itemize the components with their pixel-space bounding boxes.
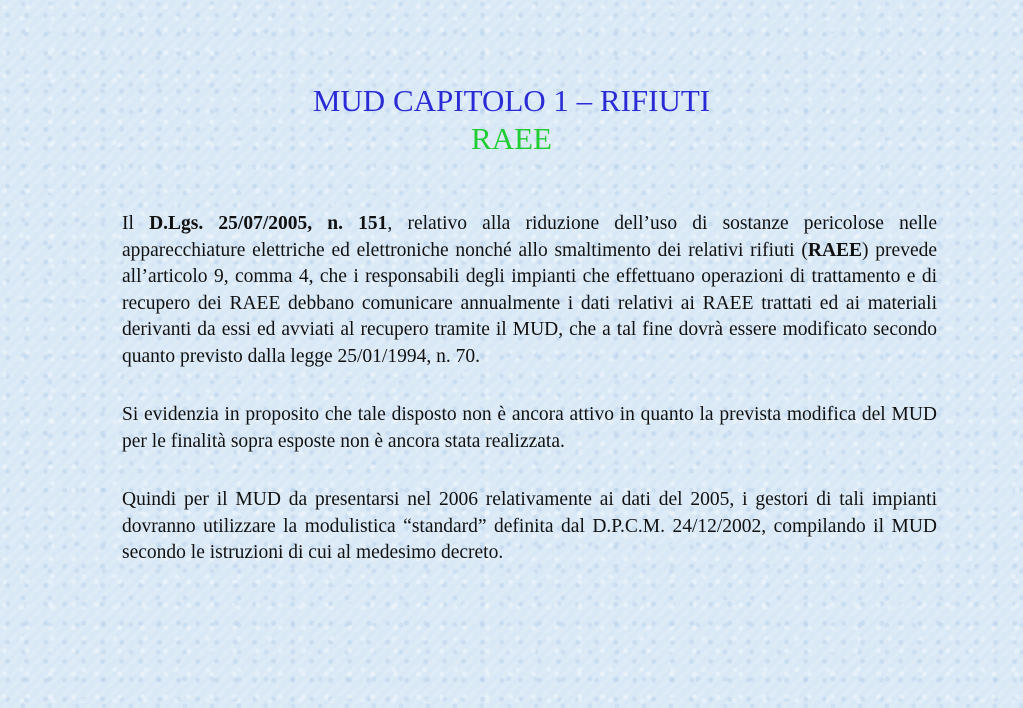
p1-law-reference: D.Lgs. 25/07/2005, n. 151: [149, 213, 388, 234]
p1-text-1: Il: [122, 213, 150, 234]
paragraph-1: [122, 211, 937, 370]
title-block: [0, 82, 1023, 158]
paragraph-3: Quindi per il MUD da presentarsi nel 2006 relativamente ai dati del 2005, i gestori di tali impianti dovranno utilizzare la modulistica “standard” definita dal D.P.C.M. 24/12/2002, compilando il MUD secondo le istruzioni di cui al medesimo decreto.: [122, 489, 937, 563]
slide-subtitle: RAEE: [471, 121, 552, 156]
body-text: [122, 211, 937, 599]
p1-raee-acronym: RAEE: [807, 239, 863, 261]
p1-text-2: , relativo alla riduzione dell’uso di sostanze pericolose nelle apparecchiature elettriche ed elettroniche nonché allo smaltimento dei relativi rifiuti (: [122, 213, 937, 261]
p1-text-3: ) prevede all’articolo 9, comma 4, che i responsabili degli impianti che effettuano operazioni di trattamento e di recupero dei RAEE debbano comunicare annualmente i dati relativi ai RAEE trattati ed ai materiali derivanti da essi ed avviati al recupero tramite il MUD, che a tal fine dovrà essere modificato secondo quanto previsto dalla legge 25/01/1994, n. 70.: [122, 239, 938, 367]
slide-title: MUD CAPITOLO 1 – RIFIUTI: [312, 83, 711, 118]
paragraph-2: Si evidenzia in proposito che tale disposto non è ancora attivo in quanto la prevista modifica del MUD per le finalità sopra esposte non è ancora stata realizzata.: [122, 404, 937, 452]
